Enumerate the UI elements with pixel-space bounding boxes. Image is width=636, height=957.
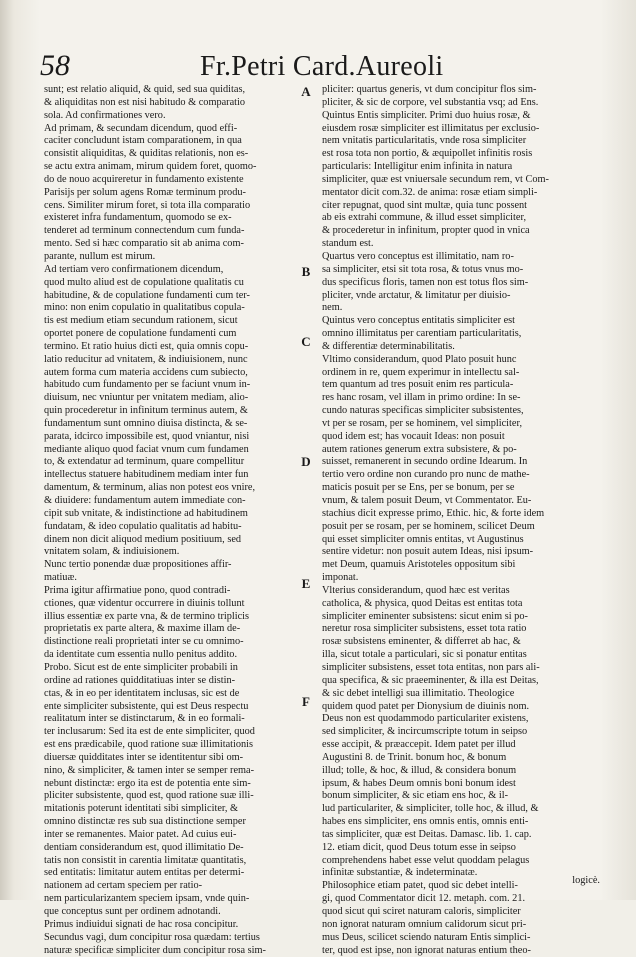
right-column-line: infinitæ substantiæ, & indeterminatæ.	[322, 867, 478, 879]
right-column-line: Quintus Entis simpliciter. Primi duo huius rosæ, &	[322, 109, 531, 121]
left-column-line: existeret infra fundamentum, quomodo se ex-	[44, 212, 232, 224]
left-column-line: diuersæ quidditates inter se identitentur sibi om-	[44, 751, 244, 763]
left-column-line: parante, nullum est mirum.	[44, 250, 156, 262]
right-column-line: non ignorat naturam omnium calidorum sicut pri-	[322, 918, 527, 930]
right-column-line: stachius dicit expresse primo, Ethic. hic, & forte idem	[322, 507, 545, 519]
right-column-line: illa, sicut totale a particulari, sic si ponatur entitas	[322, 649, 527, 661]
right-column-line: gi, quod Commentator dicit 12. metaph. com. 21.	[322, 893, 526, 905]
left-column-line: proprietatis ex parte altera, & maxime illam de-	[44, 623, 241, 635]
left-column-line: consistit aliquiditas, & quiditas relationis, non es-	[44, 148, 249, 160]
right-column-line: Quartus vero conceptus est illimitatio, nam ro-	[322, 250, 514, 262]
left-column-line: omnino distinctæ res sub sua distinctione semper	[44, 816, 246, 828]
left-column-line: dentiam considerandum est, quod illimitatio De-	[44, 841, 244, 853]
margin-letter-f: F	[302, 694, 310, 709]
right-column-line: qua specifica, & sic praeeminenter, & illa est Deitas,	[322, 674, 539, 686]
right-column-line: posuit per se rosam, per se hominem, scilicet Deum	[322, 520, 535, 532]
left-column-line: nem particularizantem speciem ipsam, vnde quin-	[44, 893, 250, 905]
left-column-line: termino. Et ratio huius dicti est, quia omnis copu-	[44, 340, 249, 352]
left-column-line: ente simpliciter subsistente, qui est Deus respectu	[44, 700, 249, 712]
right-column-line: vnum, & talem posuit Deum, vt Commentator. Eu-	[322, 495, 532, 506]
right-column-line: ab eis extrahi commune, & illud esset simpliciter,	[322, 212, 527, 224]
left-column-line: vnitatem solam, & indiuisionem.	[44, 546, 180, 558]
left-column-line: Primus indiuidui signati de hac rosa concipitur.	[44, 918, 239, 930]
right-column-line: pliciter, vnde arctatur, & limitatur per diuisio-	[322, 289, 511, 301]
right-column-line: sed simpliciter, & incircumscripte totum in seipso	[322, 726, 528, 738]
right-column-line: imponat.	[322, 572, 359, 584]
right-column-line: & sic debet intelligi sua illimitatio. Theologice	[322, 687, 515, 699]
left-column-line: tenderet ad terminum connectendum cum funda-	[44, 225, 245, 237]
right-column-line: maticis posuit per se Ens, per se bonum, per se	[322, 482, 515, 494]
left-column-line: parata, idcirco impossibile est, quod vniantur, nisi	[44, 430, 250, 442]
right-column-line: tertio vero ordine non curando pro nunc de mathe-	[322, 469, 530, 481]
left-column-line: cipit sub vnitate, & indistinctione ad habitudinem	[44, 507, 248, 519]
left-column-line: dinem non dicit aliquod medium positiuum, sed	[44, 533, 242, 545]
right-column-line: nem vnitatis particularitatis, vnde rosa simpliciter	[322, 135, 527, 147]
left-column-line: ter inclusarum: Sed ita est de ente simpliciter, quod	[44, 726, 255, 738]
left-column-line: mento. Sed si hæc comparatio sit ab anima com-	[44, 238, 244, 250]
left-column-line: diuisum, nec vniuntur per vnitatem mediam, alio-	[44, 392, 249, 404]
left-column-line: habitudo cum fundamento per se faciunt vnum in-	[44, 379, 251, 391]
left-column-line: Nunc tertio ponendæ duæ propositiones affir-	[44, 559, 232, 571]
left-column-line: caciter concludunt istam comparationem, in qua	[44, 135, 242, 147]
left-column-line: oportet ponere de copulatione fundamenti cum	[44, 328, 237, 340]
catchword: logicè.	[572, 875, 600, 886]
right-column-line: Vltimo considerandum, quod Plato posuit hunc	[322, 353, 517, 365]
left-column-line: sed entitatis: limitatur autem entitas per determi-	[44, 867, 245, 879]
left-column-line: cens. Similiter mirum foret, si tota illa comparatio	[44, 199, 251, 211]
right-column-line: & procederetur in infinitum, propter quod in vnica	[322, 225, 530, 237]
left-column-line: pliciter subsistente, quod est, quod ratione suæ illi-	[44, 790, 254, 802]
right-column-line: vt per se rosam, per se hominem, vel simpliciter,	[322, 417, 523, 429]
right-column-line: res hanc rosam, vel illam in primo ordine: In se-	[322, 392, 521, 404]
right-column-line: Quintus vero conceptus entitatis simpliciter est	[322, 315, 516, 327]
right-column-line: lud particulariter, & simpliciter, tolle hoc, & illud, &	[322, 803, 539, 815]
left-column	[44, 84, 290, 956]
left-column-line: Parisijs per solum agens Romæ terminum produ-	[44, 186, 246, 198]
right-column-line: mentator dicit com.32. de anima: rosæ etiam simpli-	[322, 186, 538, 198]
left-column-line: Probo. Sicut est de ente simpliciter probabili in	[44, 661, 238, 673]
left-column-line: tis est medium etiam secundum rationem, sicut	[44, 315, 238, 327]
right-column-line: quidem quod patet per Dionysium de diuinis nom.	[322, 700, 530, 712]
left-column-line: ordine ad rationes quidditatiuas inter se distin-	[44, 674, 236, 686]
page-number: 58	[40, 49, 70, 82]
right-column-line: 12. etiam dicit, quod Deus totum esse in seipso	[322, 841, 516, 853]
left-column-line: nationem ad certam speciem per ratio-	[44, 880, 203, 892]
left-column-line: naturæ specificæ simpliciter dum concipitur rosa sim-	[44, 944, 266, 956]
left-column-line: ctiones, quæ videntur occurrere in diuinis tollunt	[44, 597, 245, 609]
left-column-line: est ens prædicabile, quod ratione suæ illimitationis	[44, 739, 254, 751]
margin-letter-a: A	[301, 84, 311, 99]
right-column-line: quod idem est; has vocauit Ideas: non posuit	[322, 430, 505, 442]
left-column-line: illius essentiæ ex parte vna, & de termino triplicis	[44, 610, 250, 622]
left-column-line: Prima igitur affirmatiue pono, quod contradi-	[44, 584, 231, 596]
left-column-line: to, & extendatur ad terminum, quare compellitur	[44, 456, 245, 468]
right-column-line: simpliciter subsistens, esset tota entitas, non pars ali-	[322, 661, 540, 673]
left-column-line: do de nouo acquireretur in fundamento existente	[44, 173, 244, 185]
right-column-line: ipsum, & habes Deum omnis boni bonum idest	[322, 777, 516, 789]
margin-letter-d: D	[301, 454, 311, 469]
right-column-line: met Deum, quamuis Aristoteles oppositum sibi	[322, 559, 516, 571]
right-column-line: particularis: Intelligitur enim infinita in natura	[322, 161, 513, 173]
left-column-line: tatis non consistit in carentia limitatæ quantitatis,	[44, 854, 247, 866]
right-column-line: esse accipit, & præaccepit. Idem patet per illud	[322, 739, 516, 751]
right-column-line: omnino illimitatus per carentiam particularitatis,	[322, 328, 522, 340]
left-column-line: Ad primam, & secundam dicendum, quod effi-	[44, 122, 238, 134]
right-column-line: Deus non est quodammodo particulariter existens,	[322, 713, 529, 725]
right-column-line: sa simpliciter, etsi sit tota rosa, & totus vnus mo-	[322, 263, 524, 275]
right-column-line: suisset, remanerent in secundo ordine Idearum. In	[322, 456, 528, 468]
right-column-line: catholica, & physica, quod Deitas est entitas tota	[322, 597, 523, 609]
right-column-line: ordinem in re, quem experimur in intellectu sal-	[322, 366, 520, 378]
left-column-line: & diuidere: fundamentum autem immediate con-	[44, 495, 246, 506]
left-column-line: damentum, & terminum, alias non potest eos vnire,	[44, 482, 256, 494]
margin-letters	[296, 84, 316, 880]
right-column-line: tas simpliciter, quæ est Deitas. Damasc. lib. 1. cap.	[322, 828, 532, 840]
right-column-line: & differentiæ determinabilitatis.	[322, 340, 455, 352]
right-column-line: pliciter, & sic de corpore, vel substantia vsq; ad Ens.	[322, 96, 539, 108]
left-column-line: autem forma cum materia accidens cum subiecto,	[44, 366, 248, 378]
right-column-line: ter, quod est ipse, non ignorat naturas entium theo-	[322, 944, 531, 956]
right-column-line: neretur rosa simpliciter subsistens, esset tota ratio	[322, 623, 527, 635]
right-column-line: Philosophice etiam patet, quod sic debet intelli-	[322, 880, 518, 892]
left-column-line: intellectus statuere habitudinem mediam inter fun	[44, 469, 249, 481]
left-column-line: matiuæ.	[44, 572, 77, 584]
left-column-line: ctas, & in eo per identitatem inclusas, sic est de	[44, 687, 240, 699]
right-column-line: simpliciter eminenter subsistens: sicut enim si po-	[322, 610, 528, 622]
right-column-line: cundo naturas specificas simpliciter subsistentes,	[322, 405, 524, 417]
right-column-line: dus specificus floris, tamen non est totus flos sim-	[322, 276, 529, 288]
running-head: Fr.Petri Card.Aureoli	[200, 51, 444, 82]
left-column-line: nino, & simpliciter, & tamen inter se semper rema-	[44, 764, 255, 776]
right-column-line: comprehendens habet esse velut quoddam pelagus	[322, 854, 530, 866]
left-column-line: fundatam, & ideo copulatio qualitatis ad habitu-	[44, 520, 242, 532]
right-column-line: sentire videtur: non posuit autem Ideas, nisi ipsum-	[322, 546, 534, 558]
left-column-line: latio reducitur ad vnitatem, & indiuisionem, nunc	[44, 353, 248, 365]
left-column-line: mediante aliquo quod faciat vnum cum fundamen	[44, 443, 249, 455]
right-column-line: eiusdem rosæ simpliciter est illimitatus per exclusio-	[322, 122, 540, 134]
left-column-line: se actu extra animam, mirum quidem foret, quomo-	[44, 161, 257, 173]
left-column-line: mino: non enim copulatio in qualitatibus copula-	[44, 302, 245, 314]
right-column-line: qui esset simpliciter omnis entitas, vt Augustinus	[322, 533, 524, 545]
left-column-line: & aliquiditas non est nisi habitudo & comparatio	[44, 96, 246, 108]
right-column-line: est rosa tota non portio, & æquipollet infinitis rosis	[322, 148, 533, 160]
right-column-line: citer repugnat, quod sint multæ, quia tunc possent	[322, 199, 528, 211]
right-column	[322, 84, 584, 956]
margin-letter-b: B	[301, 264, 311, 279]
right-column-line: habes ens simpliciter, ens omnis entis, omnis enti-	[322, 816, 529, 828]
right-column-line: tem quantum ad tres posuit enim res particula-	[322, 379, 514, 391]
left-column-line: Ad tertiam vero confirmationem dicendum,	[44, 263, 224, 275]
left-column-line: Secundus vagi, dum concipitur rosa quædam: tertius	[44, 931, 260, 943]
left-column-line: que conceptus sunt per ordinem adnotandi.	[44, 906, 221, 917]
left-column-line: nebunt distinctæ: ergo ita est de potentia ente sim-	[44, 777, 251, 789]
left-column-line: sunt; est relatio aliquid, & quid, sed sua quiditas,	[44, 84, 246, 95]
left-column-line: habitudine, & de copulatione fundamenti cum ter-	[44, 289, 250, 301]
right-column-line: rosæ subsistens eminenter, & differret ab hac, &	[322, 636, 521, 648]
right-column-line: mus Deus, scilicet sciendo naturam Entis simplici-	[322, 931, 531, 943]
right-column-line: standum est.	[322, 238, 374, 250]
right-column-line: nem.	[322, 302, 343, 314]
margin-letter-c: C	[301, 334, 311, 349]
right-column-line: pliciter: quartus generis, vt dum concipitur flos sim-	[322, 84, 537, 95]
left-column-line: distinctione reali proprietati inter se cu omnimo-	[44, 636, 244, 648]
margin-letter-e: E	[301, 576, 311, 591]
left-column-line: realitatum inter se distinctarum, & in eo formali-	[44, 713, 245, 725]
right-column-line: Augustini 8. de Trinit. bonum hoc, & bonum	[322, 751, 507, 763]
left-column-line: quin procederetur in infinitum terminus autem, &	[44, 405, 248, 417]
right-column-line: quod sicut qui sciret naturam caloris, simpliciter	[322, 906, 521, 917]
right-column-line: autem rationes generum extra subsistere, & po-	[322, 443, 517, 455]
left-column-line: fundamentum sunt omnino diuisa distincta, & se-	[44, 417, 248, 429]
left-column-line: quod multo aliud est de copulatione qualitatis cu	[44, 276, 244, 288]
left-column-line: mitationis poterunt identitati sibi simpliciter, &	[44, 803, 239, 815]
page-header	[40, 50, 596, 86]
right-column-line: simpliciter, quæ est vniuersale secundum rem, vt Com-	[322, 173, 549, 185]
right-column-line: Vlterius considerandum, quod hæc est veritas	[322, 584, 510, 596]
right-column-line: bonum simpliciter, & sic etiam ens hoc, & il-	[322, 790, 509, 802]
left-column-line: da identitate cum essentia nullo penitus addito.	[44, 649, 238, 661]
left-column-line: sola. Ad confirmationes vero.	[44, 109, 166, 121]
left-column-line: inter se remanentes. Maior patet. Ad cuius eui-	[44, 828, 237, 840]
right-column-line: illud; tolle, & hoc, & illud, & considera bonum	[322, 764, 517, 776]
